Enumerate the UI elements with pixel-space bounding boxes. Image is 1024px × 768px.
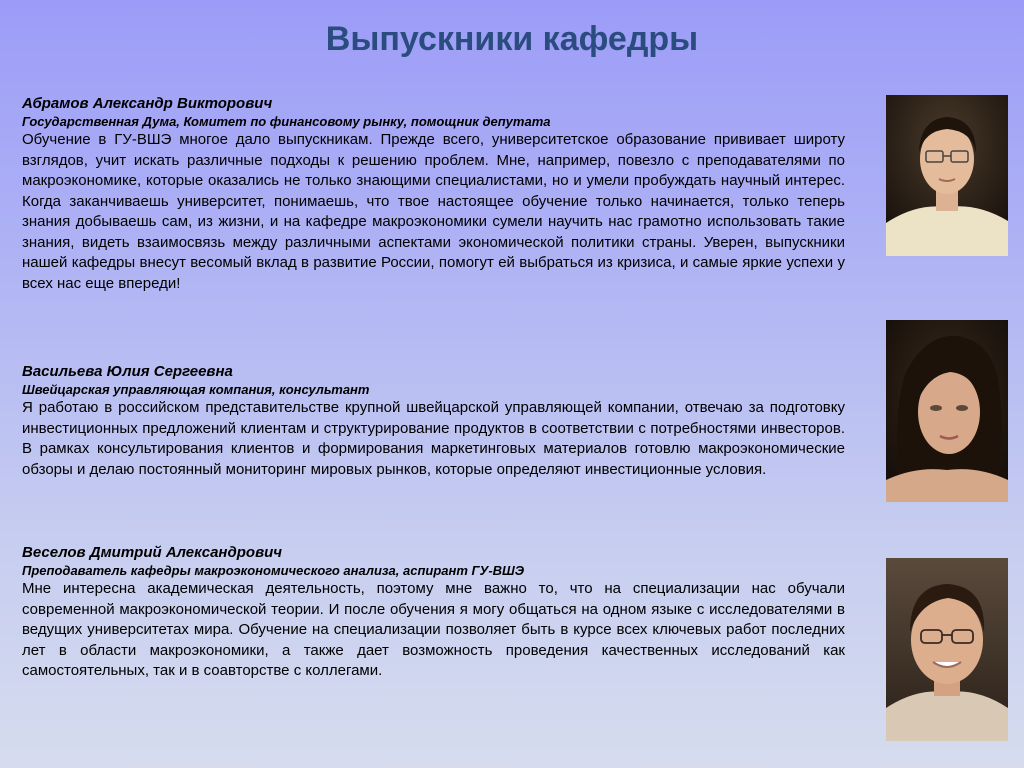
alumnus-position: Швейцарская управляющая компания, консультант	[22, 382, 370, 397]
alumnus-position: Преподаватель кафедры макроэкономического анализа, аспирант ГУ-ВШЭ	[22, 563, 525, 578]
alumnus-entry-1	[22, 93, 845, 294]
alumnus-entry-2	[22, 361, 845, 480]
alumnus-photo-3	[886, 558, 1008, 741]
alumnus-name: Абрамов Александр Викторович	[22, 95, 273, 112]
slide-title: Выпускники кафедры	[325, 20, 699, 58]
alumnus-position: Государственная Дума, Комитет по финансовому рынку, помощник депутата	[22, 114, 551, 129]
alumnus-name: Васильева Юлия Сергеевна	[22, 363, 233, 380]
alumnus-photo-2	[886, 320, 1008, 502]
alumnus-quote: Обучение в ГУ-ВШЭ многое дало выпускникам. Прежде всего, университетское образование прививает широту взглядов, учит искать различные подходы к решению проблем. Мне, например, повезло с преподавателями по макроэкономике, которые оказались не только знающими специалистами, но и умели пробуждать научный интерес. Когда заканчиваешь университет, понимаешь, что твое настоящее обучение только начинается, только теперь знания добываешь сам, из жизни, и на кафедре макроэкономики сумели научить нас грамотно использовать такие знания, видеть взаимосвязь между различными аспектами экономической политики страны. Уверен, выпускники нашей кафедры внесут весомый вклад в развитие России, помогут ей выбраться из кризиса, и самые яркие успехи у всех нас еще впереди!	[22, 131, 845, 292]
alumnus-name: Веселов Дмитрий Александрович	[22, 544, 283, 561]
alumnus-photo-1	[886, 95, 1008, 256]
alumnus-entry-3	[22, 542, 845, 682]
alumnus-quote: Я работаю в российском представительстве крупной швейцарской управляющей компании, отвечаю за подготовку инвестиционных предложений клиентам и структурирование продуктов в соответствии с потребностями инвесторов. В рамках консультирования клиентов и формирования маркетинговых материалов готовлю макроэкономические обзоры и делаю постоянный мониторинг мировых рынков, которые определяют инвестиционные условия.	[22, 399, 845, 478]
alumnus-quote: Мне интересна академическая деятельность, поэтому мне важно то, что на специализации нас обучали современной макроэкономической теории. И после обучения я могу общаться на одном языке с исследователями в ведущих университетах мира. Обучение на специализации позволяет быть в курсе всех ключевых работ последних лет в области макроэкономики, а также дает возможность проведения качественных исследований как самостоятельных, так и в соавторстве с коллегами.	[22, 580, 845, 679]
